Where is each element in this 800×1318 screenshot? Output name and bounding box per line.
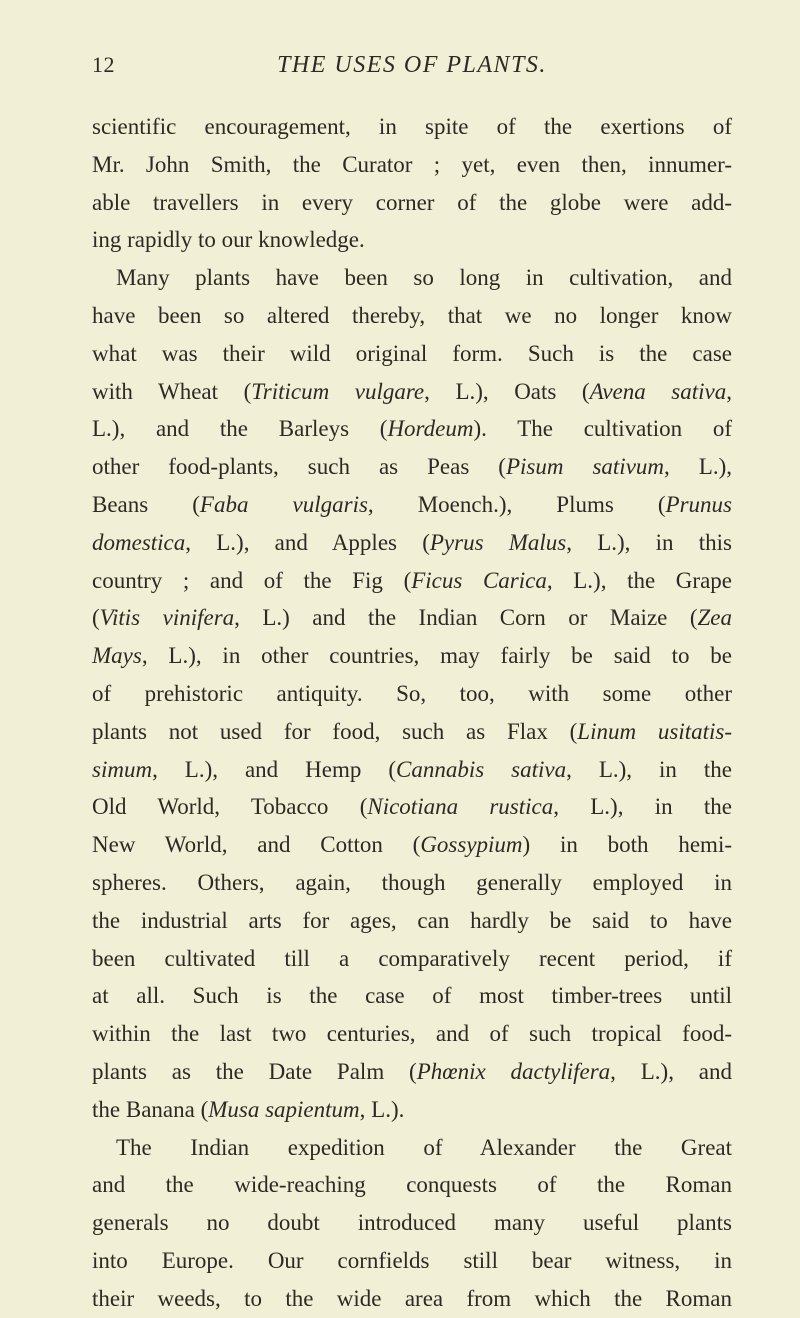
text-line	[92, 977, 732, 1015]
italic-text-segment: Prunus	[665, 491, 732, 517]
italic-text-segment: Mays	[92, 643, 142, 669]
text-segment: , L.), and Apples (	[185, 529, 430, 555]
italic-text-segment: Gossypium	[420, 832, 523, 858]
italic-text-segment: Hordeum	[387, 416, 474, 442]
text-line	[92, 524, 732, 562]
text-segment: (	[92, 605, 100, 631]
text-line	[92, 297, 732, 335]
text-segment: Mr. John Smith, the Curator ; yet, even then, innumer-	[92, 151, 732, 177]
text-line	[92, 902, 732, 940]
text-segment: , L.), in other countries, may fairly be said to be	[141, 643, 732, 669]
text-segment: Many plants have been so long in cultivation, and	[116, 265, 732, 291]
text-segment: at all. Such is the case of most timber-trees until	[92, 983, 732, 1009]
text-segment: ) in both hemi-	[522, 832, 732, 858]
text-segment: the Banana (	[92, 1096, 209, 1122]
italic-text-segment: simum	[92, 756, 153, 782]
text-segment: within the last two centuries, and of such tropical food-	[92, 1021, 732, 1047]
text-segment: Beans (	[92, 491, 200, 517]
italic-text-segment: Zea	[697, 605, 732, 631]
text-line	[92, 259, 732, 297]
text-line	[92, 373, 732, 411]
text-segment: country ; and of the Fig (	[92, 567, 412, 593]
text-line	[92, 1204, 732, 1242]
text-segment: plants as the Date Palm (	[92, 1058, 417, 1084]
text-segment: their weeds, to the wide area from which the Roman	[92, 1285, 732, 1311]
running-title: THE USES OF PLANTS.	[277, 52, 547, 78]
page-number: 12	[92, 52, 115, 77]
text-line	[92, 335, 732, 373]
italic-text-segment: Musa sapientum	[208, 1096, 360, 1122]
text-segment: ,	[726, 378, 732, 404]
text-line	[92, 940, 732, 978]
text-line	[92, 637, 732, 675]
text-segment: been cultivated till a comparatively recent period, if	[92, 945, 732, 971]
italic-text-segment: Nicotiana rustica	[367, 794, 554, 820]
italic-text-segment: Vitis vinifera	[99, 605, 235, 631]
text-segment: , L.), in the	[566, 756, 733, 782]
italic-text-segment: Cannabis sativa	[396, 756, 567, 782]
italic-text-segment: Pyrus Malus	[429, 529, 567, 555]
text-segment: scientific encouragement, in spite of the exertions of	[92, 114, 732, 139]
text-line	[92, 864, 732, 902]
italic-text-segment: Phœnix dactylifera	[416, 1058, 611, 1084]
text-segment: with Wheat (	[92, 378, 252, 404]
text-segment: , L.), the Grape	[546, 567, 732, 593]
text-line	[92, 1129, 732, 1167]
text-segment: the industrial arts for ages, can hardly be said to have	[92, 907, 732, 933]
text-segment: other food-plants, such as Peas (	[92, 454, 506, 480]
body-text	[92, 108, 732, 1318]
text-line	[92, 751, 732, 789]
text-line	[92, 713, 732, 751]
text-line	[92, 108, 732, 146]
text-segment: spheres. Others, again, though generally employed in	[92, 869, 732, 895]
text-segment: , L.), in this	[566, 529, 732, 555]
text-line	[92, 788, 732, 826]
text-line	[92, 562, 732, 600]
italic-text-segment: Avena sativa	[589, 378, 727, 404]
italic-text-segment: Triticum vulgare	[251, 378, 425, 404]
text-segment: ing rapidly to our knowledge.	[92, 227, 365, 253]
text-line	[92, 675, 732, 713]
text-segment: , L.), Oats (	[424, 378, 590, 404]
text-segment: , L.).	[359, 1096, 405, 1122]
text-line	[92, 1242, 732, 1280]
text-segment: plants not used for food, such as Flax (	[92, 718, 578, 744]
text-line	[92, 1015, 732, 1053]
text-segment: able travellers in every corner of the globe were add-	[92, 189, 732, 215]
text-segment: what was their wild original form. Such is the case	[92, 340, 732, 366]
text-line	[92, 448, 732, 486]
text-segment: , L.), and	[610, 1058, 732, 1084]
text-segment: ). The cultivation of	[473, 416, 732, 442]
text-segment: L.), and the Barleys (	[92, 416, 388, 442]
text-segment: , L.), and Hemp (	[152, 756, 397, 782]
text-line	[92, 1053, 732, 1091]
italic-text-segment: Linum usitatis-	[577, 718, 732, 744]
italic-text-segment: Faba vulgaris	[199, 491, 368, 517]
text-line	[92, 1091, 732, 1129]
italic-text-segment: domestica	[92, 529, 186, 555]
text-segment: Old World, Tobacco (	[92, 794, 368, 820]
text-segment: of prehistoric antiquity. So, too, with some other	[92, 680, 732, 706]
text-line	[92, 1166, 732, 1204]
text-segment: into Europe. Our cornfields still bear witness, in	[92, 1247, 732, 1273]
text-line	[92, 1280, 732, 1318]
text-segment: , L.),	[664, 454, 732, 480]
italic-text-segment: Pisum sativum	[505, 454, 665, 480]
text-segment: have been so altered thereby, that we no longer know	[92, 302, 732, 328]
text-segment: The Indian expedition of Alexander the Great	[116, 1134, 732, 1160]
text-line	[92, 599, 732, 637]
text-line	[92, 146, 732, 184]
text-segment: , L.) and the Indian Corn or Maize (	[234, 605, 698, 631]
text-line	[92, 221, 732, 259]
italic-text-segment: Ficus Carica	[411, 567, 547, 593]
running-head	[92, 52, 732, 86]
text-line	[92, 410, 732, 448]
text-segment: generals no doubt introduced many useful plants	[92, 1210, 732, 1236]
text-line	[92, 184, 732, 222]
text-segment: , Moench.), Plums (	[367, 491, 666, 517]
text-line	[92, 826, 732, 864]
text-segment: and the wide-reaching conquests of the Roman	[92, 1172, 732, 1198]
text-line	[92, 486, 732, 524]
text-segment: New World, and Cotton (	[92, 832, 421, 858]
text-segment: , L.), in the	[553, 794, 732, 820]
